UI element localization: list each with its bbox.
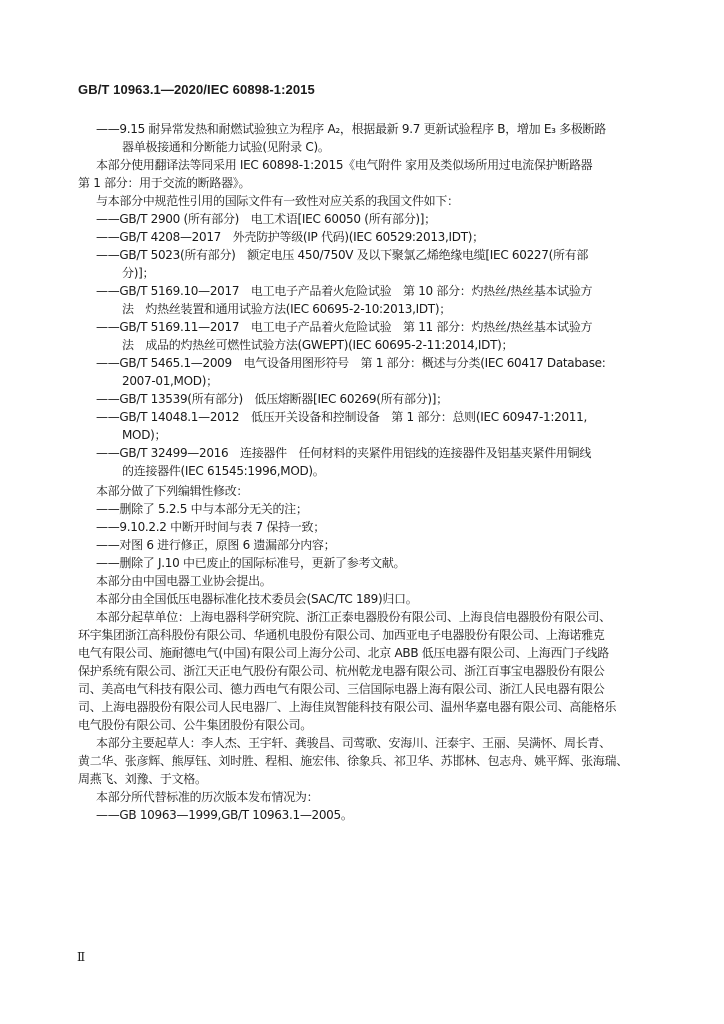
text-line: 电气有限公司、施耐德电气(中国)有限公司上海分公司、北京 ABB 低压电器有限公司、上海西门子线路: [78, 646, 609, 660]
standard-header: GB/T 10963.1—2020/IEC 60898-1:2015: [78, 82, 315, 97]
text-line: ——GB 10963—1999,GB/T 10963.1—2005。: [96, 808, 353, 822]
text-line: ——9.10.2.2 中断开时间与表 7 保持一致；: [96, 520, 325, 534]
text-line: 本部分由中国电器工业协会提出。: [96, 574, 272, 588]
text-line: ——GB/T 2900 (所有部分) 电工术语[IEC 60050 (所有部分)]；: [96, 212, 436, 226]
text-line: 器单极接通和分断能力试验(见附录 C)。: [122, 140, 330, 154]
text-line: ——删除了 J.10 中已废止的国际标准号，更新了参考文献。: [96, 556, 406, 570]
text-line: 本部分由全国低压电器标准化技术委员会(SAC/TC 189)归口。: [96, 592, 418, 606]
text-line: ——GB/T 5465.1—2009 电气设备用图形符号 第 1 部分：概述与分类(IEC 60417 Database:: [96, 356, 606, 370]
text-line: 黄二华、张彦辉、熊厚钰、刘时胜、程相、施宏伟、徐象兵、祁卫华、苏邯林、包志舟、姚平辉、张海瑞、: [78, 754, 628, 768]
text-line: 电气股份有限公司、公牛集团股份有限公司。: [78, 718, 313, 732]
text-line: 保护系统有限公司、浙江天正电气股份有限公司、杭州乾龙电器有限公司、浙江百事宝电器股份有限公: [78, 664, 605, 678]
text-line: 本部分起草单位：上海电器科学研究院、浙江正泰电器股份有限公司、上海良信电器股份有限公司、: [96, 610, 611, 624]
text-line: ——对图 6 进行修正，原图 6 遗漏部分内容；: [96, 538, 336, 552]
text-line: ——GB/T 32499—2016 连接器件 任何材料的夹紧件用铝线的连接器件及铝基夹紧件用铜线: [96, 446, 592, 460]
text-line: 分)]；: [122, 266, 155, 280]
text-line: ——删除了 5.2.5 中与本部分无关的注；: [96, 502, 308, 516]
text-line: 本部分做了下列编辑性修改：: [96, 484, 249, 498]
text-line: ——GB/T 14048.1—2012 低压开关设备和控制设备 第 1 部分：总则(IEC 60947-1:2011,: [96, 410, 587, 424]
text-line: 本部分所代替标准的历次版本发布情况为：: [96, 790, 319, 804]
text-line: 本部分主要起草人：李人杰、王宇轩、龚骏昌、司莺歌、安海川、汪泰宇、王丽、吴满怀、周长青、: [96, 736, 611, 750]
text-line: ——GB/T 5169.11—2017 电工电子产品着火危险试验 第 11 部分：灼热丝/热丝基本试验方: [96, 320, 593, 334]
text-line: ——GB/T 4208—2017 外壳防护等级(IP 代码)(IEC 60529:2013,IDT)；: [96, 230, 484, 244]
text-line: 2007-01,MOD)；: [122, 374, 218, 388]
text-line: 本部分使用翻译法等同采用 IEC 60898-1:2015《电气附件 家用及类似场所用过电流保护断路器: [96, 158, 593, 172]
text-line: 的连接器件(IEC 61545:1996,MOD)。: [122, 464, 325, 478]
text-line: 环宇集团浙江高科股份有限公司、华通机电股份有限公司、加西亚电子电器股份有限公司、上海诺雅克: [78, 628, 605, 642]
text-line: 法 成品的灼热丝可燃性试验方法(GWEPT)(IEC 60695-2-11:2014,IDT)；: [122, 338, 514, 352]
text-line: ——GB/T 5169.10—2017 电工电子产品着火危险试验 第 10 部分：灼热丝/热丝基本试验方: [96, 284, 593, 298]
text-line: MOD)；: [122, 428, 167, 442]
page-number: Ⅱ: [77, 950, 86, 964]
text-line: 法 灼热丝装置和通用试验方法(IEC 60695-2-10:2013,IDT)；: [122, 302, 451, 316]
text-line: 周燕飞、刘豫、于文格。: [78, 772, 207, 786]
text-line: 与本部分中规范性引用的国际文件有一致性对应关系的我国文件如下：: [96, 194, 459, 208]
text-line: 司、美高电气科技有限公司、德力西电气有限公司、三信国际电器上海有限公司、浙江人民电器有限公: [78, 682, 605, 696]
text-line: ——GB/T 5023(所有部分) 额定电压 450/750V 及以下聚氯乙烯绝缘电缆[IEC 60227(所有部: [96, 248, 589, 262]
text-line: ——9.15 耐异常发热和耐燃试验独立为程序 A₂，根据最新 9.7 更新试验程序 B，增加 E₃ 多极断路: [96, 122, 606, 136]
text-line: 第 1 部分：用于交流的断路器》。: [78, 176, 251, 190]
text-line: 司、上海电器股份有限公司人民电器厂、上海佳岚智能科技有限公司、温州华嘉电器有限公司、高能格乐: [78, 700, 617, 714]
text-line: ——GB/T 13539(所有部分) 低压熔断器[IEC 60269(所有部分)]；: [96, 392, 448, 406]
